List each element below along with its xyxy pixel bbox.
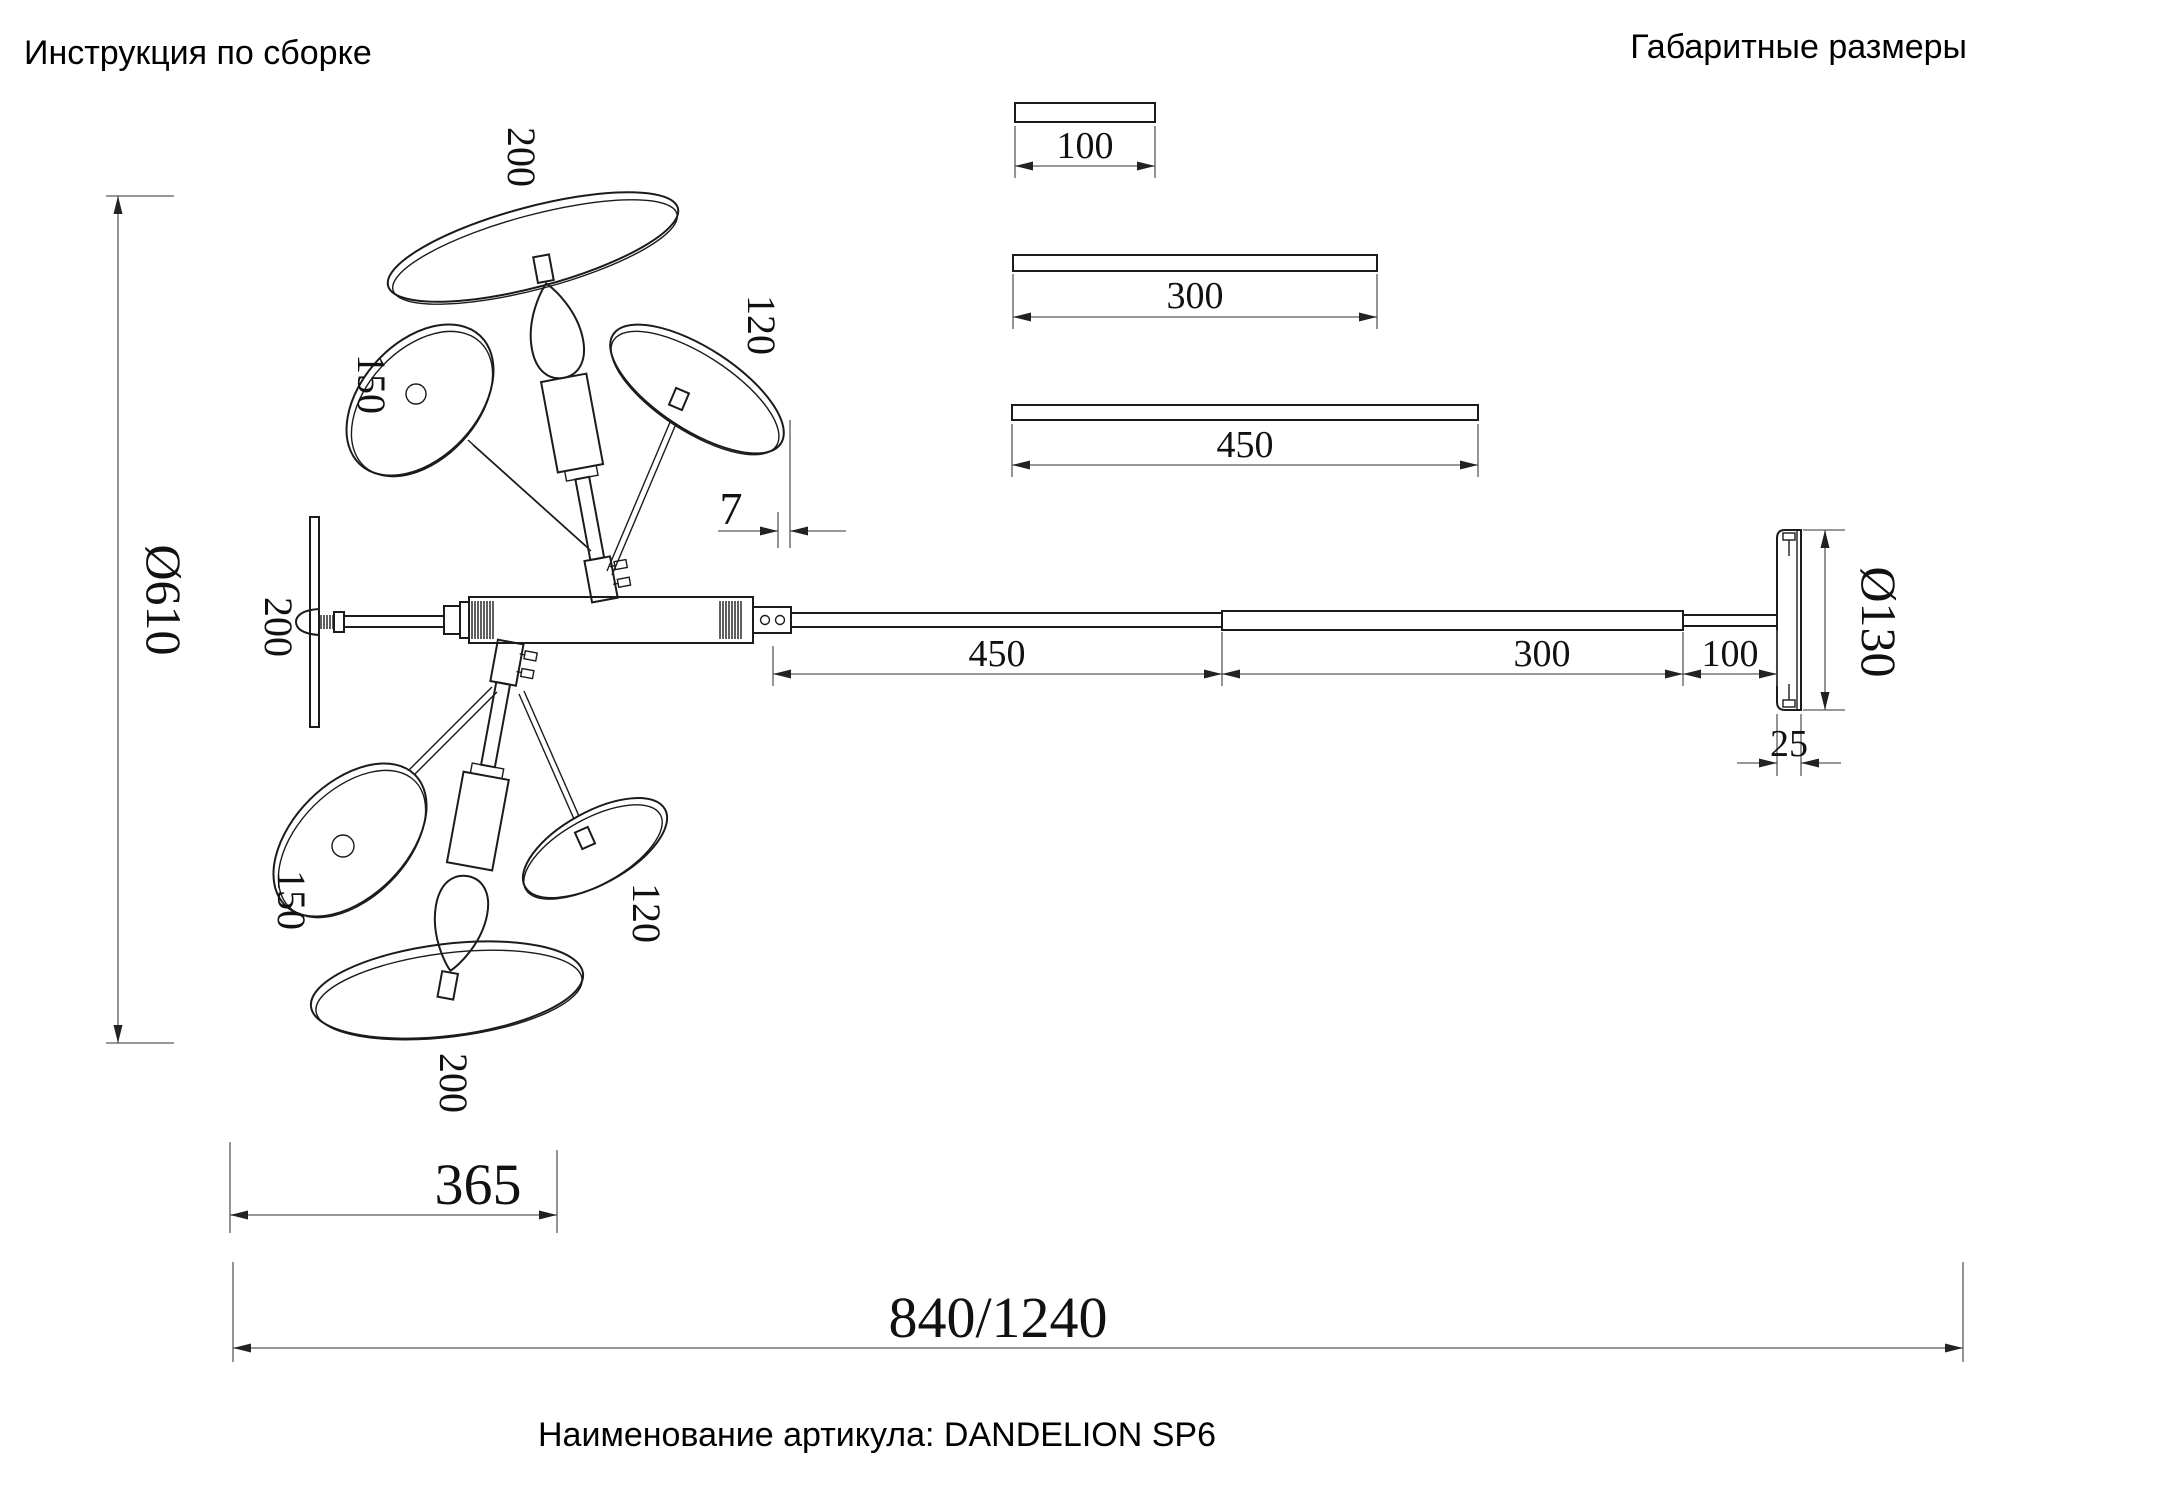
label-disc-upper-right-120: 120 — [739, 295, 784, 355]
dim-text-head-width: 365 — [434, 1152, 522, 1217]
suspension-rods — [791, 611, 1777, 630]
lamp-socket — [447, 772, 509, 871]
dim-rod-part-300 — [1013, 274, 1377, 329]
coupler — [584, 556, 617, 602]
left-rod — [344, 616, 444, 627]
dim-chain-length — [773, 630, 1777, 686]
rod-100-installed — [1683, 615, 1777, 626]
ceiling-canopy — [1777, 530, 1801, 710]
label-disc-bottom-200: 200 — [431, 1053, 476, 1113]
title-overall-dimensions: Габаритные размеры — [1630, 28, 1967, 66]
stem-rod — [481, 682, 510, 767]
rod-part-300 — [1013, 255, 1377, 271]
candle-bulb — [521, 279, 590, 383]
central-body — [296, 597, 791, 643]
dim-text-seg-450: 450 — [968, 633, 1026, 675]
body-tube — [469, 597, 753, 643]
dim-rod-part-450 — [1012, 424, 1478, 477]
dim-text-rod-450: 450 — [1216, 424, 1274, 466]
tube-ribs-right — [720, 601, 741, 639]
left-connector — [444, 606, 460, 634]
dim-text-rod-300: 300 — [1166, 275, 1224, 317]
dim-text-seg-300: 300 — [1513, 633, 1571, 675]
dim-canopy-diameter — [1803, 530, 1907, 710]
label-disc-top-200: 200 — [499, 127, 544, 187]
dim-text-canopy-diameter: Ø130 — [1851, 566, 1907, 678]
dim-total-length — [233, 1262, 1963, 1362]
dim-text-head-diameter: Ø610 — [136, 544, 192, 656]
canopy-screw-bottom — [1783, 684, 1795, 707]
dim-rod-part-100 — [1015, 125, 1155, 178]
dim-head-width — [230, 1142, 557, 1233]
right-bracket — [753, 607, 791, 633]
disc-top-200 — [378, 170, 688, 326]
left-flange — [460, 602, 469, 638]
bracket-hole — [761, 616, 770, 625]
coupler — [490, 640, 523, 686]
rod-part-100 — [1015, 103, 1155, 122]
label-disc-lower-left-150: 150 — [269, 870, 314, 930]
article-caption: Наименование артикула: DANDELION SP6 — [537, 1416, 1217, 1454]
disc-side-200 — [310, 517, 319, 727]
title-assembly-instruction: Инструкция по сборке — [24, 34, 372, 72]
label-disc-upper-left-150: 150 — [349, 354, 394, 414]
lamp-socket — [541, 374, 603, 473]
disc-bottom-200 — [305, 928, 588, 1053]
dim-text-rod-100: 100 — [1056, 125, 1114, 167]
rod-part-450 — [1012, 405, 1478, 420]
canopy-screw-top — [1783, 533, 1795, 556]
dim-canopy-thickness — [1737, 714, 1841, 776]
dim-text-offset: 7 — [719, 483, 743, 534]
dim-text-seg-100: 100 — [1701, 633, 1759, 675]
rod-300-installed — [1222, 611, 1683, 630]
tube-ribs-left — [472, 601, 493, 639]
finial-nut — [334, 612, 344, 632]
bracket-hole — [776, 616, 785, 625]
label-disc-lower-right-120: 120 — [624, 883, 669, 943]
finial-thread — [321, 615, 333, 629]
dim-head-diameter — [106, 196, 192, 1043]
label-disc-side-200: 200 — [256, 597, 301, 657]
stem-rod — [575, 477, 604, 560]
rod-450-installed — [791, 613, 1222, 627]
dim-text-total-length: 840/1240 — [888, 1285, 1108, 1350]
disc-upper-left-150 — [318, 296, 523, 504]
dim-text-canopy-thickness: 25 — [1770, 723, 1808, 765]
